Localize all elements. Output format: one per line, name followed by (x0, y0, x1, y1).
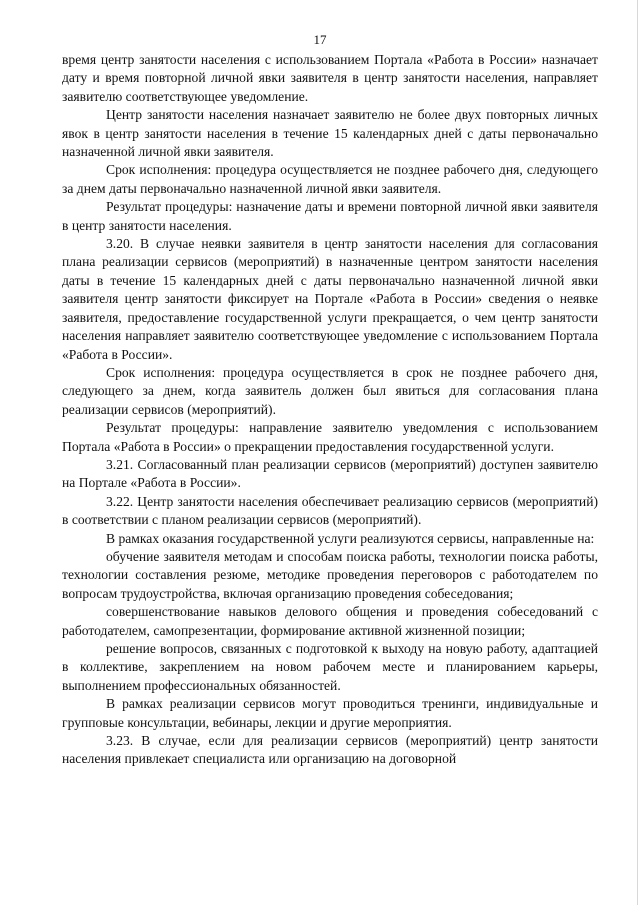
paragraph-repeat-visits: Центр занятости населения назначает заявителю не более двух повторных личных явок в центр занятости населения в течение 15 календарных дней с даты первоначально назначенной личной явки заявителя. (62, 107, 598, 160)
list-item-adaptation: решение вопросов, связанных с подготовкой к выходу на новую работу, адаптацией в коллективе, закреплением на новом рабочем месте и планированием карьеры, выполнением профессиональных обязанностей. (62, 641, 598, 693)
paragraph-result: Результат процедуры: назначение даты и времени повторной личной явки заявителя в центр занятости населения. (62, 199, 598, 233)
paragraph-services-intro: В рамках оказания государственной услуги реализуются сервисы, направленные на: (106, 530, 595, 546)
paragraph-3-22: 3.22. Центр занятости населения обеспечивает реализацию сервисов (мероприятий) в соответствии с планом реализации сервисов (мероприятий). (62, 493, 598, 528)
page-number: 17 (313, 32, 327, 47)
list-item-training: обучение заявителя методам и способам поиска работы, технологии поиска работы, технологии составления резюме, методике проведения переговоров с работодателем по вопросам трудоустройства, включая организацию проведения собеседования; (62, 548, 598, 601)
paragraph-term: Срок исполнения: процедура осуществляется не позднее рабочего дня, следующего за днем даты первоначально назначенной личной явки заявителя. (62, 162, 598, 196)
paragraph-3-21: 3.21. Согласованный план реализации сервисов (мероприятий) доступен заявителю на Портале «Работа в России». (62, 456, 598, 491)
paragraph-term: Срок исполнения: процедура осуществляется в срок не позднее рабочего дня, следующего за днем, когда заявитель должен был явиться для согласования плана реализации сервисов (мероприятий). (62, 364, 598, 417)
paragraph-3-23: 3.23. В случае, если для реализации сервисов (мероприятий) центр занятости населения привлекает специалиста или организацию на договорной (62, 733, 598, 767)
paragraph-result: Результат процедуры: направление заявителю уведомления с использованием Портала «Работа в России» о прекращении предоставления государственной услуги. (62, 420, 598, 454)
scan-edge-line (637, 0, 638, 905)
document-body (62, 51, 598, 769)
paragraph-continuation: время центр занятости населения с использованием Портала «Работа в России» назначает дату и время повторной личной явки заявителя в центр занятости населения, направляет заявителю соответствующее уведомление. (62, 52, 598, 104)
paragraph-3-20: 3.20. В случае неявки заявителя в центр занятости населения для согласования плана реализации сервисов (мероприятий) в назначенные центром занятости населения даты в течение 15 календарных дней с даты первоначально назначенной личной явки заявителя центр занятости фиксирует на Портале «Работа в России» сведения о неявке заявителя, предоставление государственной услуги прекращается, о чем центр занятости населения направляет заявителю соответствующее уведомление с использованием Портала «Работа в России». (62, 236, 598, 362)
list-item-communication: совершенствование навыков делового общения и проведения собеседований с работодателем, самопрезентации, формирование активной жизненной позиции; (62, 604, 598, 638)
paragraph-formats: В рамках реализации сервисов могут проводиться тренинги, индивидуальные и групповые консультации, вебинары, лекции и другие мероприятия. (62, 696, 598, 730)
